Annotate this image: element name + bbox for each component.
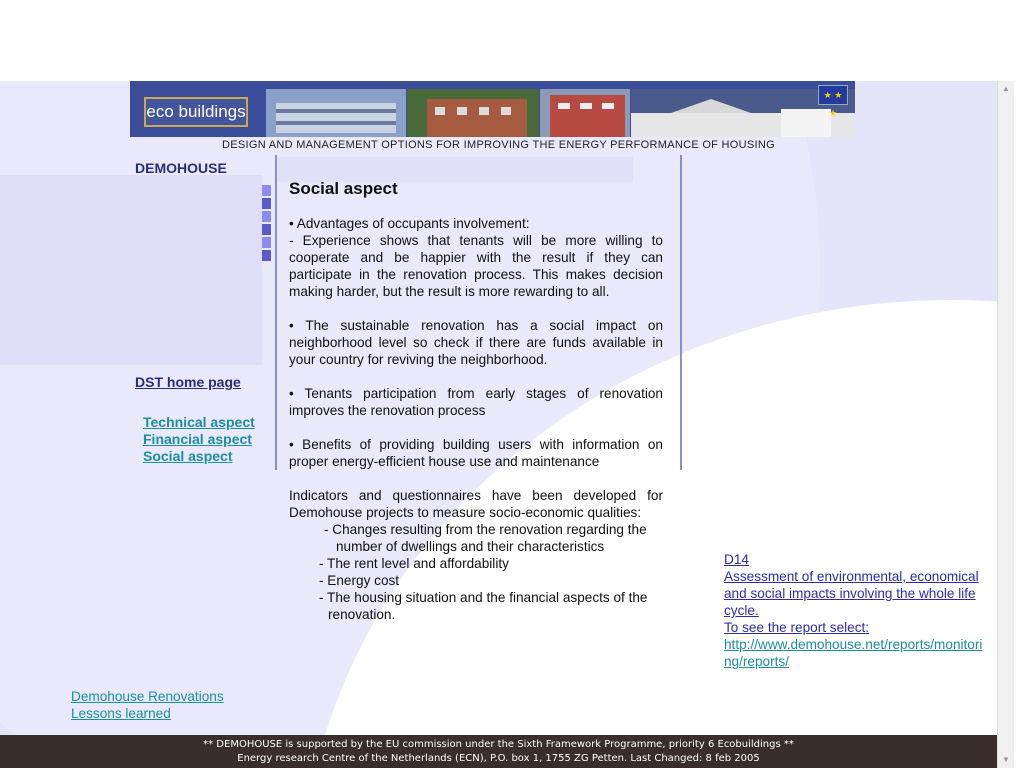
paragraph-2: • The sustainable renovation has a social impact on neighborhood level so check if there are funds available in your country for reviving the neighborhood. [289,318,663,367]
building-photo-1 [266,89,406,137]
report-id[interactable]: D14 [724,552,749,567]
paragraph-3: • Tenants participation from early stages of renovation improves the renovation process [289,386,663,418]
square-5 [262,237,271,248]
sidebar-title: DEMOHOUSE [135,160,227,176]
paragraph-1-heading: • Advantages of occupants involvement: [289,216,530,231]
report-info [724,551,984,670]
eu-flag-icon: ★ ★ ★ [818,85,848,105]
list-item: - Changes resulting from the renovation regarding the [324,522,647,537]
bottom-links [71,688,224,722]
scroll-down-arrow-icon[interactable]: ▼ [1002,755,1010,764]
content-divider-right [680,155,682,470]
square-4 [262,224,271,235]
footer-line-2: Energy research Centre of the Netherlands (ECN), P.O. box 1, 1755 ZG Petten. Last Changed: 8 feb 2005 [237,753,760,764]
list-item: - Energy cost [319,573,400,588]
scroll-up-arrow-icon[interactable]: ▲ [1002,84,1010,93]
decorative-squares [262,185,271,263]
aspect-links [143,414,255,465]
vertical-scrollbar[interactable] [997,81,1014,768]
lessons-learned-link[interactable]: Lessons learned [71,706,171,721]
list-item-continuation: number of dwellings and their characteristics [336,539,605,554]
ecobuildings-logo: eco buildings [144,97,248,127]
square-6 [262,250,271,261]
building-photo-3 [540,89,630,137]
square-3 [262,211,271,222]
list-item: - The rent level and affordability [319,556,509,571]
paragraph-5: Indicators and questionnaires have been developed for Demohouse projects to measure socio-economic qualities: [289,488,663,520]
square-1 [262,185,271,196]
main-content [289,180,663,623]
paragraph-1-body: - Experience shows that tenants will be more willing to cooperate and be happier with the result if they can participate in the renovation process. This makes decision making harder, but the result is more rewarding to all. [289,233,663,299]
list-item-continuation: renovation. [328,607,396,622]
building-photo-2 [407,89,539,137]
indicator-list [289,521,663,623]
social-aspect-link[interactable]: Social aspect [143,448,233,464]
footer [0,735,997,768]
financial-aspect-link[interactable]: Financial aspect [143,431,252,447]
header-banner [130,81,855,137]
tagline: DESIGN AND MANAGEMENT OPTIONS FOR IMPROVING THE ENERGY PERFORMANCE OF HOUSING [222,139,775,151]
report-url-link[interactable]: http://www.demohouse.net/reports/monitoring/reports/ [724,637,983,669]
sidebar-panel [0,175,262,365]
demohouse-renovations-link[interactable]: Demohouse Renovations [71,689,224,704]
footer-line-1: ** DEMOHOUSE is supported by the EU commission under the Sixth Framework Programme, priority 6 Ecobuildings ** [203,739,794,750]
square-2 [262,198,271,209]
content-divider-left [275,155,277,470]
report-select-text[interactable]: To see the report select: [724,620,870,635]
report-title[interactable]: Assessment of environmental, economical and social impacts involving the whole life cycle. [724,569,979,618]
paragraph-4: • Benefits of providing building users with information on proper energy-efficient house use and maintenance [289,437,663,469]
page-title: Social aspect [289,179,398,198]
dst-home-link[interactable]: DST home page [135,374,241,390]
list-item: - The housing situation and the financial aspects of the [319,590,648,605]
technical-aspect-link[interactable]: Technical aspect [143,414,255,430]
